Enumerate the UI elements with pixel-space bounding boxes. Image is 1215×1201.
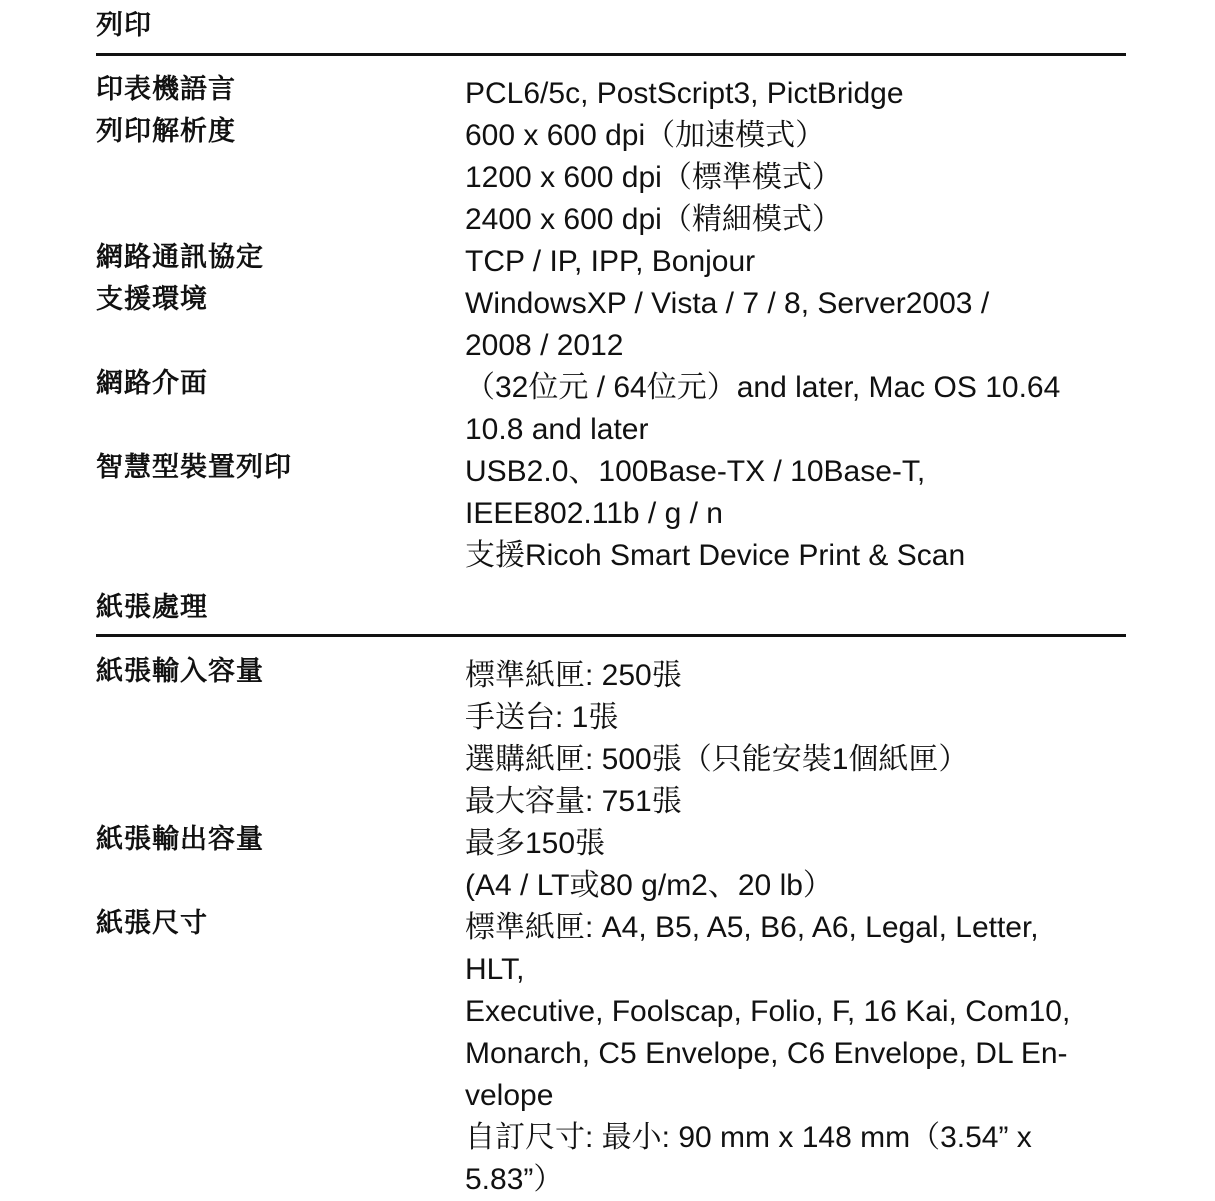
value-line: IEEE802.11b / g / n [465, 497, 723, 530]
label-paper-output-capacity: 紙張輸出容量 [96, 824, 264, 855]
value-line: Executive, Foolscap, Folio, F, 16 Kai, Com10, [465, 995, 1071, 1028]
value-line: WindowsXP / Vista / 7 / 8, Server2003 / [465, 287, 990, 320]
value-line: 最多150張 [465, 827, 606, 860]
print-section-title: 列印 [96, 10, 152, 41]
value-line: 自訂尺寸: 最小: 90 mm x 148 mm（3.54” x [465, 1121, 1032, 1154]
value-line: 2008 / 2012 [465, 329, 624, 362]
value-line: 10.8 and later [465, 413, 649, 446]
value-line: 標準紙匣: 250張 [465, 659, 682, 692]
value-printer-language [465, 73, 1120, 115]
paper-section-title: 紙張處理 [96, 592, 208, 623]
value-line: 選購紙匣: 500張（只能安裝1個紙匣） [465, 743, 969, 776]
value-smart-device-print [465, 451, 1120, 577]
value-line: TCP / IP, IPP, Bonjour [465, 245, 756, 278]
label-network-protocol: 網路通訊協定 [96, 242, 264, 273]
value-supported-os [465, 283, 1120, 367]
value-paper-input-capacity [465, 655, 1120, 823]
paper-section-divider [96, 634, 1126, 637]
value-line: 600 x 600 dpi（加速模式） [465, 119, 826, 152]
print-section-divider [96, 53, 1126, 56]
value-line: 支援Ricoh Smart Device Print & Scan [465, 539, 966, 572]
value-line: HLT, [465, 953, 525, 986]
value-line: USB2.0、100Base-TX / 10Base-T, [465, 455, 926, 488]
value-line: velope [465, 1079, 554, 1112]
value-line: 標準紙匣: A4, B5, A5, B6, A6, Legal, Letter, [465, 911, 1039, 944]
value-print-resolution [465, 115, 1120, 241]
value-line: 2400 x 600 dpi（精細模式） [465, 203, 842, 236]
label-supported-os: 支援環境 [96, 284, 208, 315]
value-line: 手送台: 1張 [465, 701, 619, 734]
value-line: PCL6/5c, PostScript3, PictBridge [465, 77, 904, 110]
value-line: 最大容量: 751張 [465, 785, 682, 818]
value-paper-size [465, 907, 1120, 1201]
value-network-protocol [465, 241, 1120, 283]
label-paper-size: 紙張尺寸 [96, 908, 208, 939]
label-paper-input-capacity: 紙張輸入容量 [96, 656, 264, 687]
value-line: 1200 x 600 dpi（標準模式） [465, 161, 842, 194]
value-paper-output-capacity [465, 823, 1120, 907]
label-printer-language: 印表機語言 [96, 74, 236, 105]
label-print-resolution: 列印解析度 [96, 116, 236, 147]
value-line: Monarch, C5 Envelope, C6 Envelope, DL En- [465, 1037, 1068, 1070]
label-network-interface: 網路介面 [96, 368, 208, 399]
value-line: 5.83”） [465, 1163, 564, 1196]
label-smart-device-print: 智慧型裝置列印 [96, 452, 292, 483]
value-line: (A4 / LT或80 g/m2、20 lb） [465, 869, 833, 902]
value-line: （32位元 / 64位元）and later, Mac OS 10.64 [465, 371, 1061, 404]
value-network-interface [465, 367, 1120, 451]
